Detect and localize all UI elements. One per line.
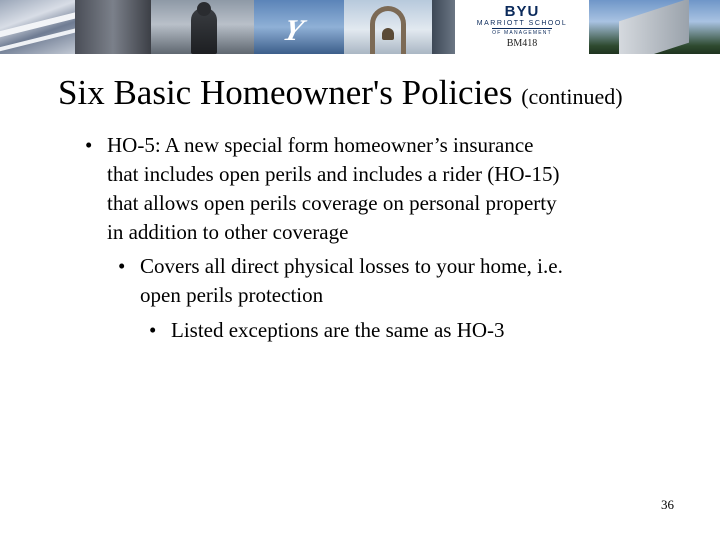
banner-photo-1 [0, 0, 75, 54]
bullet-line: that allows open perils coverage on personal property [107, 191, 557, 215]
banner-photo-building [589, 0, 720, 54]
banner-photo-6 [432, 0, 455, 54]
logo-management-text: OF MANAGEMENT [492, 30, 552, 36]
bullet-level-2 [118, 252, 660, 310]
bullet-level-1 [85, 131, 667, 247]
bullet-level-3 [149, 316, 651, 345]
banner-photo-statue [151, 0, 254, 54]
bullet-line: that includes open perils and includes a rider (HO-15) [107, 162, 560, 186]
y-logo-icon: Y [279, 14, 307, 47]
slide-title-sub: (continued) [521, 84, 623, 109]
logo-school-text: MARRIOTT SCHOOL [476, 20, 568, 27]
bullet-marker: • [118, 254, 126, 278]
bullet-line: open perils protection [140, 283, 324, 307]
course-code: BM418 [506, 38, 538, 49]
bullet-line: in addition to other coverage [107, 220, 349, 244]
banner-photo-bell-tower [344, 0, 432, 54]
statue-shape [191, 8, 217, 54]
bell-icon [382, 28, 394, 40]
logo-byu-text: BYU [504, 3, 540, 20]
slide-title [58, 72, 698, 118]
bullet-line: HO-5: A new special form homeowner’s insurance [107, 133, 534, 157]
bullet-line: Listed exceptions are the same as HO-3 [171, 318, 505, 342]
building-shape [619, 0, 689, 54]
byu-marriott-logo [455, 0, 589, 54]
page-number: 36 [661, 497, 674, 512]
banner-photo-y-mountain [254, 0, 344, 54]
header-banner [0, 0, 720, 54]
bullet-line: Covers all direct physical losses to your home, i.e. [140, 254, 563, 278]
bullet-marker: • [85, 133, 93, 157]
banner-photo-2 [75, 0, 151, 54]
bullet-marker: • [149, 318, 157, 342]
slide-title-main: Six Basic Homeowner's Policies [58, 73, 513, 112]
